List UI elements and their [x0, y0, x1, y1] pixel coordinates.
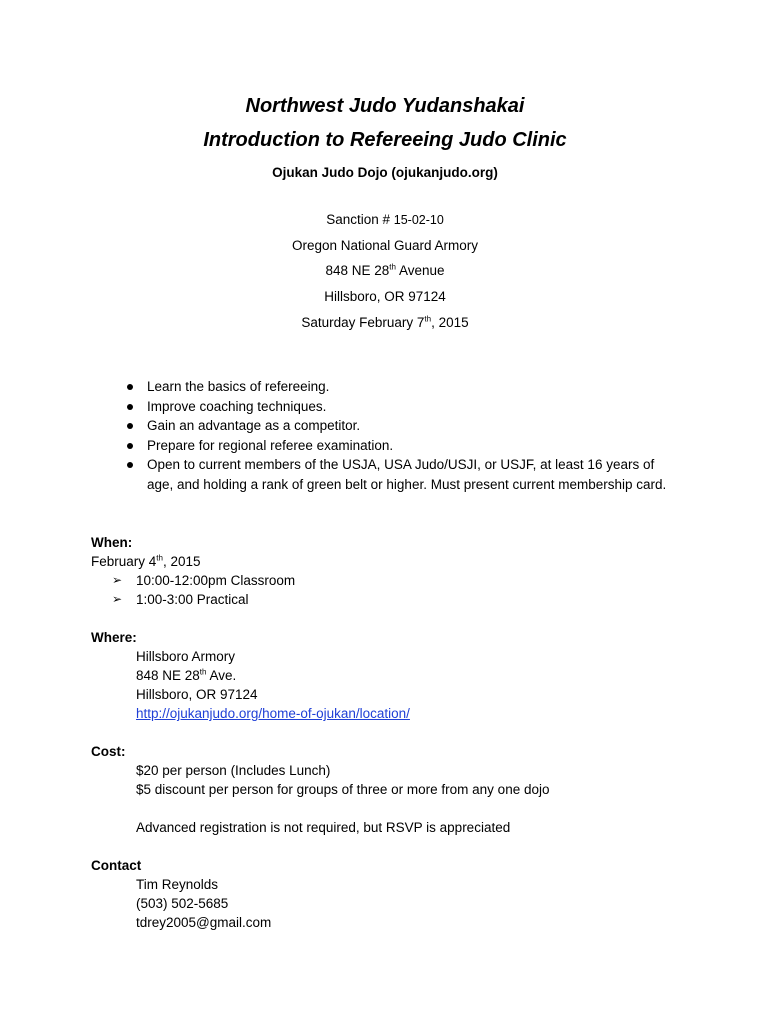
event-date-sup: th: [424, 314, 432, 324]
sanction-line: [0, 212, 770, 227]
sanction-number: 15-02-10: [393, 213, 444, 227]
arrow-bullet-icon: ➢: [112, 573, 123, 587]
bullet-icon: [127, 384, 133, 390]
where-name: Hillsboro Armory: [136, 649, 236, 664]
list-item: [127, 416, 667, 436]
bullet-icon: [127, 462, 133, 468]
list-item: [127, 436, 667, 456]
contact-name: Tim Reynolds: [136, 877, 219, 892]
venue-name: Oregon National Guard Armory: [291, 238, 479, 253]
where-street-sup: th: [199, 667, 207, 677]
list-item-text: Improve coaching techniques.: [147, 398, 327, 414]
list-item: [127, 377, 667, 397]
list-item-text: Gain an advantage as a competitor.: [147, 418, 361, 433]
where-street-suffix: Ave.: [206, 668, 237, 683]
host-dojo: Ojukan Judo Dojo (ojukanjudo.org): [272, 165, 498, 180]
list-item: [127, 397, 667, 417]
where-section: [91, 628, 410, 723]
event-date-text: Saturday February 7: [301, 315, 425, 330]
venue-street-sup: th: [389, 262, 396, 272]
contact-heading: Contact: [91, 858, 142, 873]
when-date-text: February 4: [91, 554, 157, 569]
list-item-text: Prepare for regional referee examination.: [147, 437, 394, 453]
list-item-text: Open to current members of the USJA, USA Judo/USJI, or USJF, at least 16 years of age, and holding a rank of green belt or higher. Must present current membership card.: [147, 457, 667, 492]
cost-line-1: $20 per person (Includes Lunch): [136, 763, 331, 778]
venue-street-suffix: Avenue: [395, 263, 445, 278]
where-heading: Where:: [91, 630, 137, 645]
cost-section: [91, 742, 549, 837]
contact-section: [91, 856, 271, 932]
benefits-list: [127, 377, 667, 494]
bullet-icon: [127, 423, 133, 429]
cost-heading: Cost:: [91, 744, 126, 759]
schedule-item: [91, 571, 295, 590]
list-item: [127, 455, 667, 494]
title-line-2: Introduction to Refereeing Judo Clinic: [203, 129, 567, 151]
event-date-year: , 2015: [431, 315, 469, 330]
bullet-icon: [127, 404, 133, 410]
schedule-item-text: 10:00-12:00pm Classroom: [136, 573, 296, 588]
bullet-icon: [127, 443, 133, 449]
when-date: [91, 552, 295, 571]
venue-city: Hillsboro, OR 97124: [324, 289, 446, 304]
title-line-1: Northwest Judo Yudanshakai: [245, 95, 525, 117]
when-date-year: , 2015: [162, 554, 201, 569]
where-city: Hillsboro, OR 97124: [136, 687, 258, 702]
contact-phone: (503) 502-5685: [136, 896, 229, 911]
event-date: [0, 315, 770, 330]
where-street: [91, 666, 410, 685]
venue-street: [0, 263, 770, 278]
location-link[interactable]: http://ojukanjudo.org/home-of-ojukan/location/: [136, 706, 410, 721]
when-date-sup: th: [156, 553, 163, 563]
cost-line-2: $5 discount per person for groups of three or more from any one dojo: [136, 782, 550, 797]
venue-street-text: 848 NE 28: [325, 263, 390, 278]
when-heading: When:: [91, 535, 133, 550]
arrow-bullet-icon: ➢: [112, 592, 123, 606]
schedule-item: [91, 590, 295, 609]
when-section: [91, 533, 295, 609]
list-item-text: Learn the basics of refereeing.: [147, 379, 330, 394]
schedule-item-text: 1:00-3:00 Practical: [136, 592, 249, 607]
contact-email: tdrey2005@gmail.com: [136, 915, 272, 930]
where-street-text: 848 NE 28: [136, 668, 200, 683]
sanction-label: Sanction #: [326, 212, 394, 227]
registration-note: Advanced registration is not required, but RSVP is appreciated: [136, 820, 511, 835]
